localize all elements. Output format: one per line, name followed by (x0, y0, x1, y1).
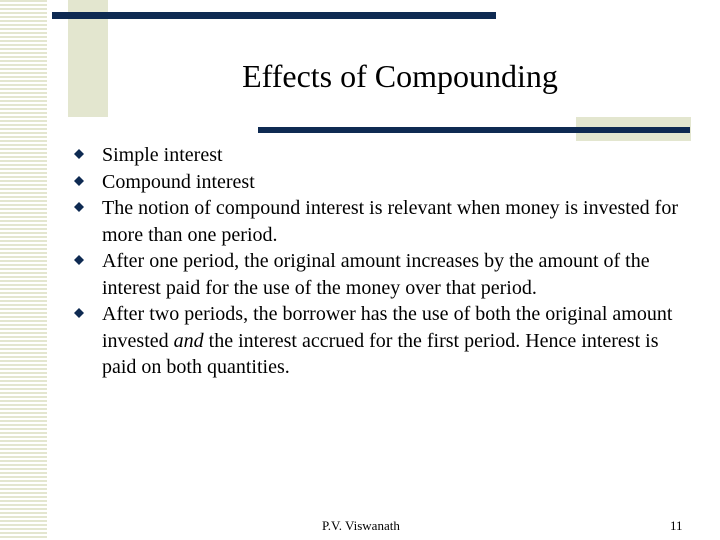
bullet-text: After one period, the original amount increases by the amount of the interest paid for the use of the money over that period. (102, 250, 650, 299)
bullet-item (70, 169, 680, 196)
footer-author: P.V. Viswanath (322, 518, 400, 533)
slide-title: Effects of Compounding (242, 58, 558, 94)
left-striped-decoration (0, 0, 47, 540)
bullet-item (70, 301, 680, 381)
page-number: 11 (670, 518, 683, 533)
bullet-item (70, 142, 680, 169)
bullet-emphasis: and (173, 329, 204, 352)
diamond-bullet-icon (74, 176, 84, 186)
bullet-item (70, 248, 680, 301)
diamond-bullet-icon (74, 255, 84, 265)
bullet-text: The notion of compound interest is relevant when money is invested for more than one period. (102, 197, 678, 246)
bullet-text-after: the interest accrued for the first period. Hence interest is paid on both quantities. (102, 329, 659, 378)
bullet-item (70, 195, 680, 248)
middle-navy-bar (258, 127, 690, 133)
bullet-list (70, 142, 680, 381)
top-navy-bar (52, 12, 496, 19)
bullet-text: Compound interest (102, 170, 255, 193)
diamond-bullet-icon (74, 308, 84, 318)
diamond-bullet-icon (74, 202, 84, 212)
diamond-bullet-icon (74, 149, 84, 159)
bullet-text: Simple interest (102, 144, 223, 166)
bullet-text-before: After two periods, the borrower has the use of both the original amount invested (102, 303, 673, 352)
